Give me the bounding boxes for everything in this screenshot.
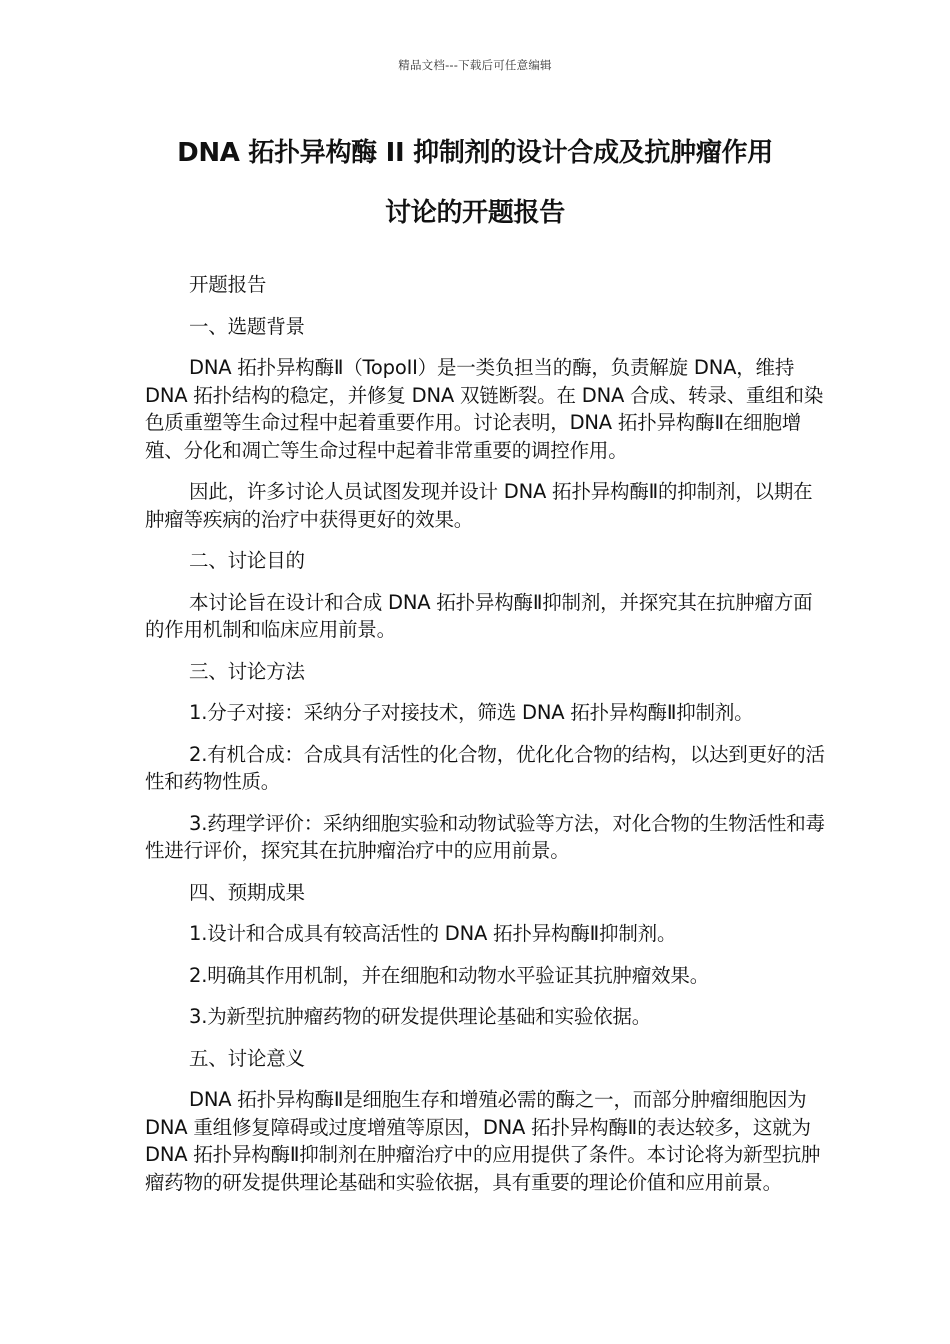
body-paragraph: DNA 拓扑异构酶Ⅱ（TopoII）是一类负担当的酶，负责解旋 DNA，维持 DNA 拓扑结构的稳定，并修复 DNA 双链断裂。在 DNA 合成、转录、重组和染色质重塑等生命过程中起着重要作用。讨论表明，DNA 拓扑异构酶Ⅱ在细胞增殖、分化和凋亡等生命过程中起着非常重要的调控作用。 — [145, 356, 824, 462]
document-title-line-2: 讨论的开题报告 — [385, 198, 565, 228]
document-body — [145, 271, 825, 1210]
list-item: 3.药理学评价：采纳细胞实验和动物试验等方法，对化合物的生物活性和毒性进行评价，探究其在抗肿瘤治疗中的应用前景。 — [145, 811, 825, 862]
list-item: 1.分子对接：采纳分子对接技术，筛选 DNA 拓扑异构酶Ⅱ抑制剂。 — [189, 701, 754, 724]
body-paragraph: 因此，许多讨论人员试图发现并设计 DNA 拓扑异构酶Ⅱ的抑制剂，以期在肿瘤等疾病的治疗中获得更好的效果。 — [145, 480, 813, 531]
section-heading: 四、预期成果 — [189, 880, 305, 904]
body-paragraph: 本讨论旨在设计和合成 DNA 拓扑异构酶Ⅱ抑制剂，并探究其在抗肿瘤方面的作用机制和临床应用前景。 — [145, 590, 813, 641]
list-item: 2.有机合成：合成具有活性的化合物，优化化合物的结构，以达到更好的活性和药物性质。 — [145, 742, 825, 793]
section-heading: 五、讨论意义 — [189, 1046, 305, 1070]
document-title-line-1: DNA 拓扑异构酶 II 抑制剂的设计合成及抗肿瘤作用 — [177, 138, 773, 168]
section-label: 开题报告 — [189, 273, 267, 296]
section-heading: 二、讨论目的 — [189, 549, 305, 572]
list-item: 1.设计和合成具有较高活性的 DNA 拓扑异构酶Ⅱ抑制剂。 — [189, 922, 677, 945]
section-heading: 一、选题背景 — [189, 314, 305, 338]
list-item: 3.为新型抗肿瘤药物的研发提供理论基础和实验依据。 — [189, 1005, 652, 1028]
body-paragraph: DNA 拓扑异构酶Ⅱ是细胞生存和增殖必需的酶之一，而部分肿瘤细胞因为 DNA 重组修复障碍或过度增殖等原因，DNA 拓扑异构酶Ⅱ的表达较多，这就为 DNA 拓扑异构酶Ⅱ抑制剂在肿瘤治疗中的应用提供了条件。本讨论将为新型抗肿瘤药物的研发提供理论基础和实验依据，具有重要的理论价值和应用前景。 — [145, 1088, 821, 1194]
list-item: 2.明确其作用机制，并在细胞和动物水平验证其抗肿瘤效果。 — [189, 963, 710, 987]
section-heading: 三、讨论方法 — [189, 659, 305, 683]
page-header: 精品文档---下载后可任意编辑 — [398, 58, 552, 72]
